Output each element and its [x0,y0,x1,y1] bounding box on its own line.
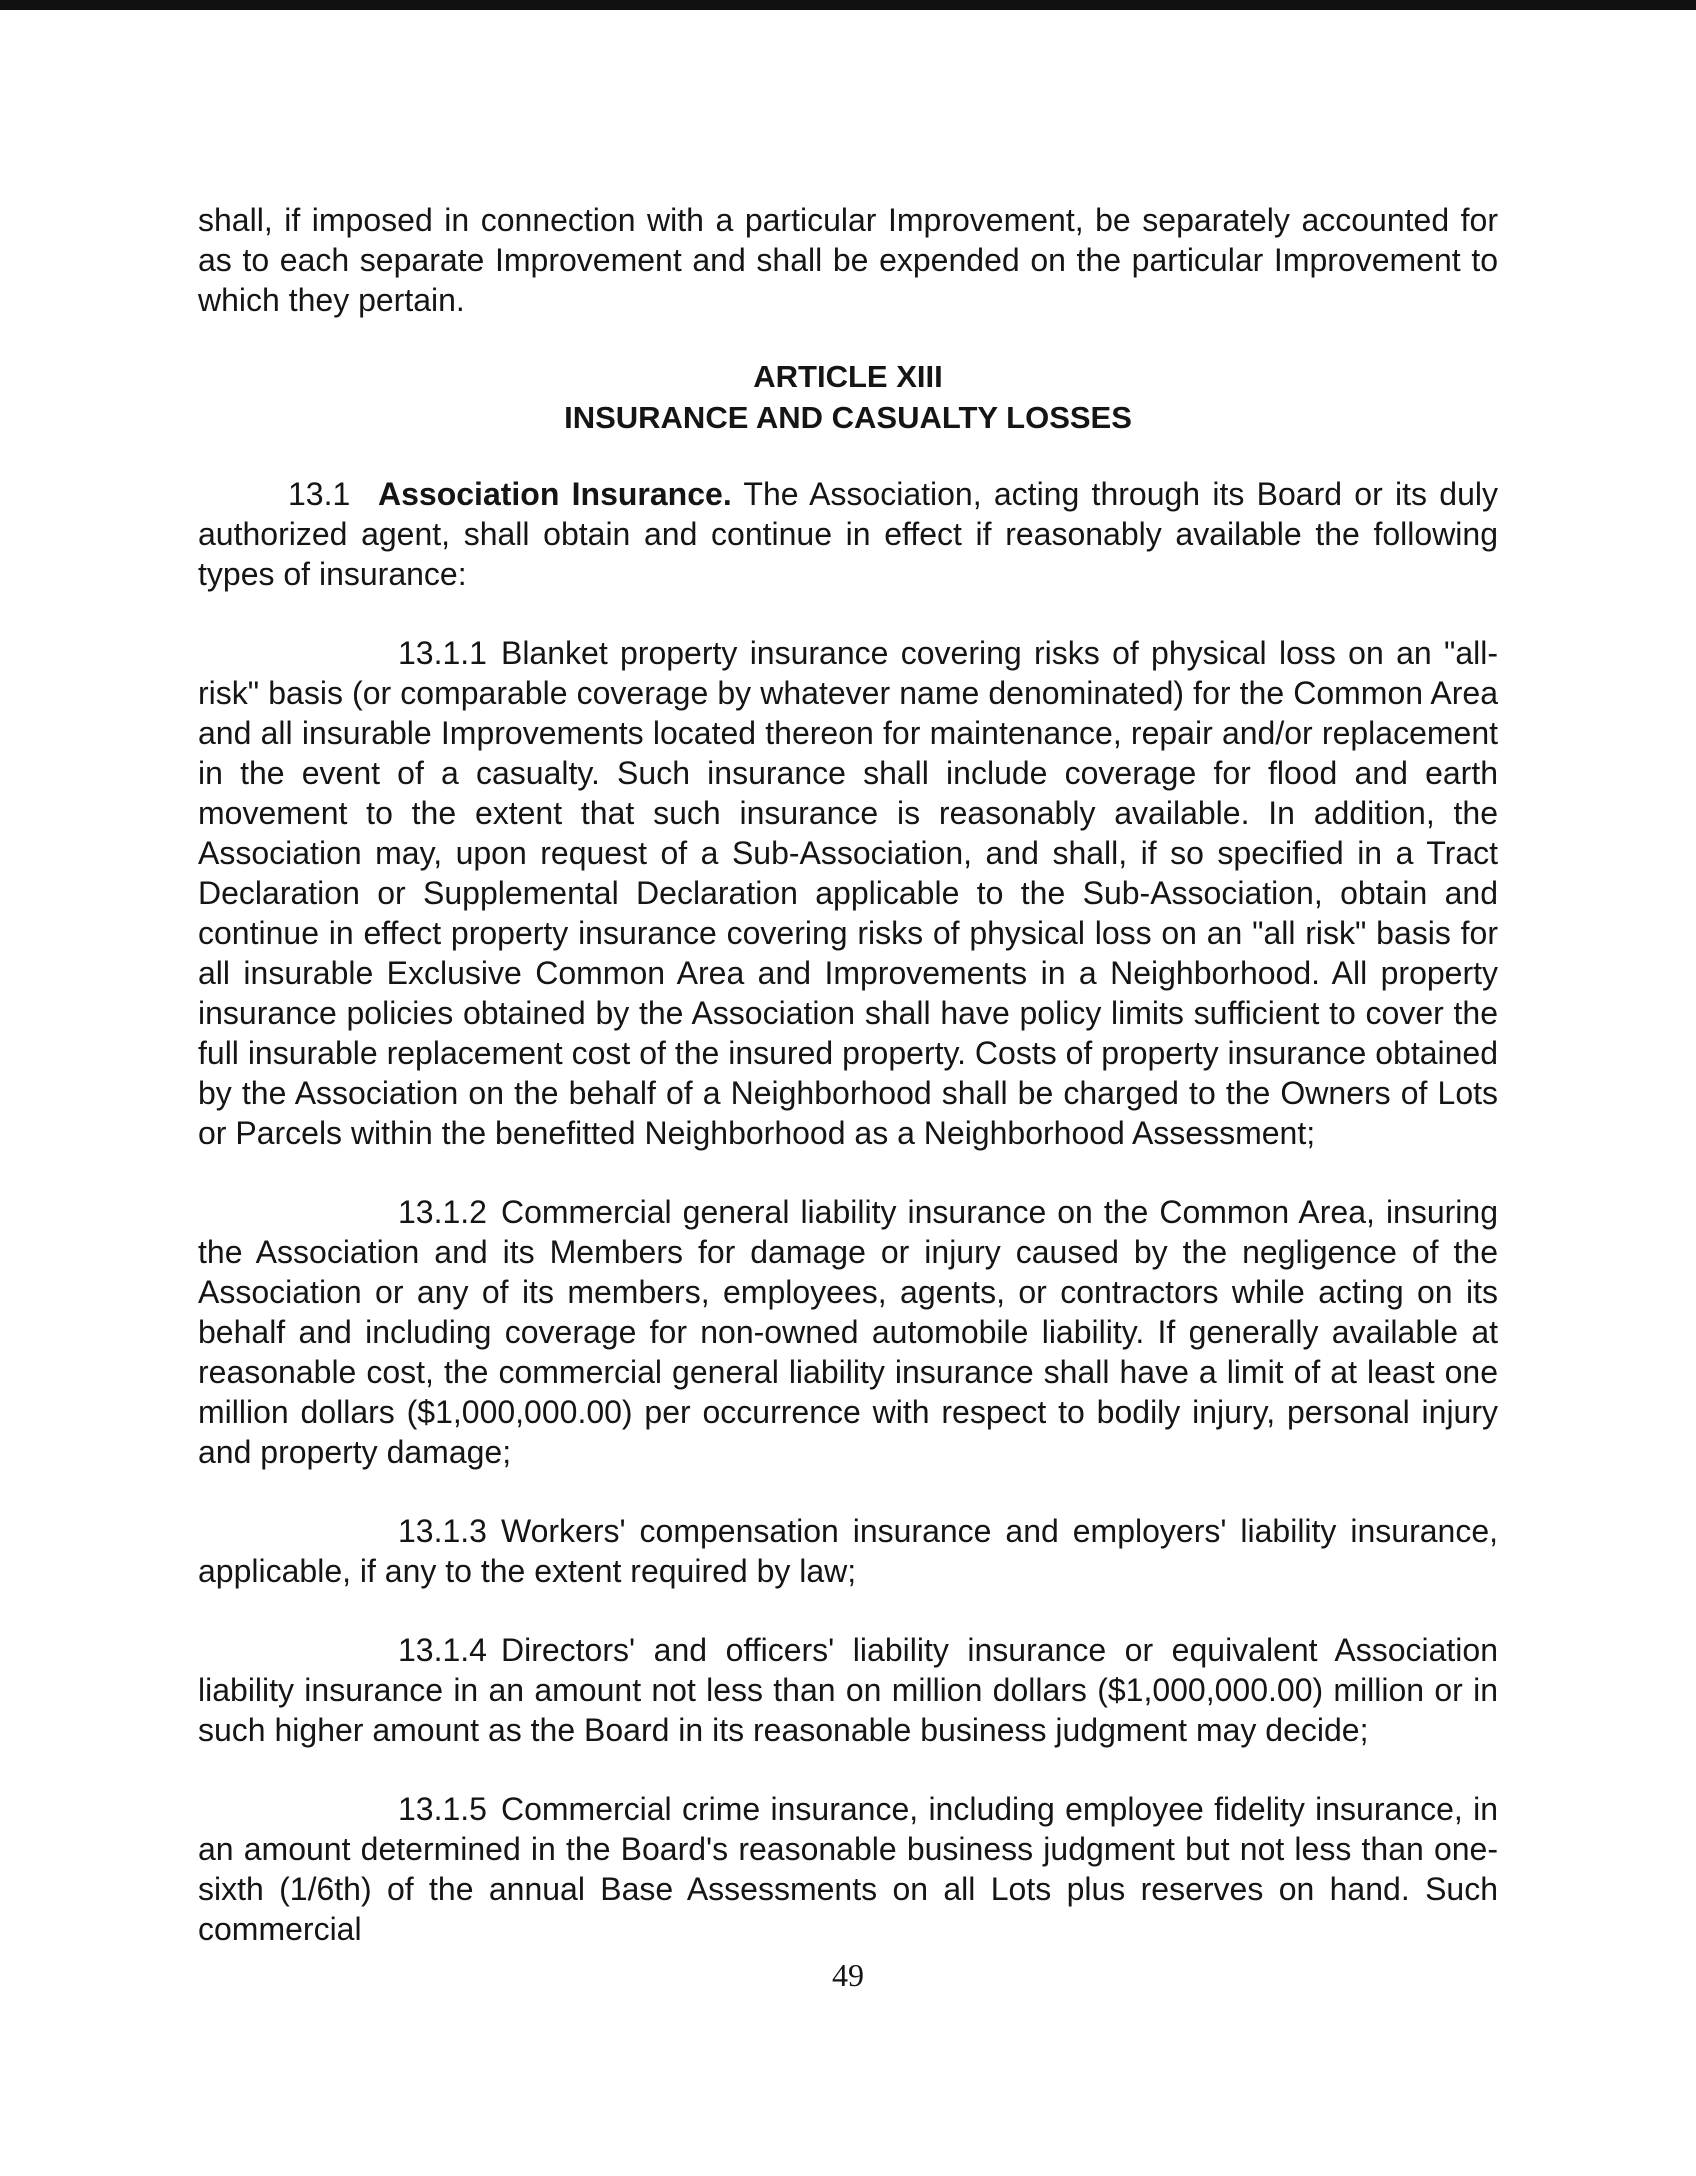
article-number: ARTICLE XIII [753,359,943,394]
intro-paragraph: shall, if imposed in connection with a particular Improvement, be separately accounted for as to each separate Improvement and shall be expended on the particular Improvement to which they pertain. [198,202,1498,318]
page-number: 49 [832,1957,864,1993]
subsection-13-1-4-number: 13.1.4 [398,1632,487,1668]
article-heading [198,356,1498,438]
subsection-13-1-5-number: 13.1.5 [398,1791,487,1827]
subsection-13-1-2 [198,1192,1498,1472]
article-title: INSURANCE AND CASUALTY LOSSES [564,400,1132,435]
scan-top-border [0,0,1696,10]
section-13-1-heading: Association Insurance. [378,476,732,512]
subsection-13-1-1 [198,633,1498,1153]
document-body [198,200,1498,1949]
section-13-1-text: The Association, acting through its Board or its duly authorized agent, shall obtain and continue in effect if reasonably available the following types of insurance: [198,476,1499,592]
section-13-1-number: 13.1 [288,476,351,512]
subsection-13-1-1-number: 13.1.1 [398,635,487,671]
subsection-13-1-2-text: Commercial general liability insurance on the Common Area, insuring the Association and its Members for damage or injury caused by the negligence of the Association or any of its members, employees, agents, or contractors while acting on its behalf and including coverage for non-owned automobile liability. If generally available at reasonable cost, the commercial general liability insurance shall have a limit of at least one million dollars ($1,000,000.00) per occurrence with respect to bodily injury, personal injury and property damage; [198,1194,1498,1470]
subsection-13-1-5-text: Commercial crime insurance, including employee fidelity insurance, in an amount determined in the Board's reasonable business judgment but not less than one-sixth (1/6th) of the annual Base Assessments on all Lots plus reserves on hand. Such commercial [198,1791,1498,1947]
subsection-13-1-3-number: 13.1.3 [398,1513,487,1549]
subsection-13-1-5 [198,1789,1498,1949]
section-13-1-paragraph [198,474,1498,594]
subsection-13-1-4 [198,1630,1498,1750]
subsection-13-1-1-text: Blanket property insurance covering risks of physical loss on an "all-risk" basis (or comparable coverage by whatever name denominated) for the Common Area and all insurable Improvements located thereon for maintenance, repair and/or replacement in the event of a casualty. Such insurance shall include coverage for flood and earth movement to the extent that such insurance is reasonably available. In addition, the Association may, upon request of a Sub-Association, and shall, if so specified in a Tract Declaration or Supplemental Declaration applicable to the Sub-Association, obtain and continue in effect property insurance covering risks of physical loss on an "all risk" basis for all insurable Exclusive Common Area and Improvements in a Neighborhood. All property insurance policies obtained by the Association shall have policy limits sufficient to cover the full insurable replacement cost of the insured property. Costs of property insurance obtained by the Association on the behalf of a Neighborhood shall be charged to the Owners of Lots or Parcels within the benefitted Neighborhood as a Neighborhood Assessment; [198,635,1498,1151]
subsection-13-1-3 [198,1511,1498,1591]
subsection-13-1-4-text: Directors' and officers' liability insurance or equivalent Association liability insurance in an amount not less than on million dollars ($1,000,000.00) million or in such higher amount as the Board in its reasonable business judgment may decide; [198,1632,1498,1748]
subsection-13-1-2-number: 13.1.2 [398,1194,487,1230]
subsection-13-1-3-text: Workers' compensation insurance and employers' liability insurance, applicable, if any to the extent required by law; [198,1513,1498,1589]
